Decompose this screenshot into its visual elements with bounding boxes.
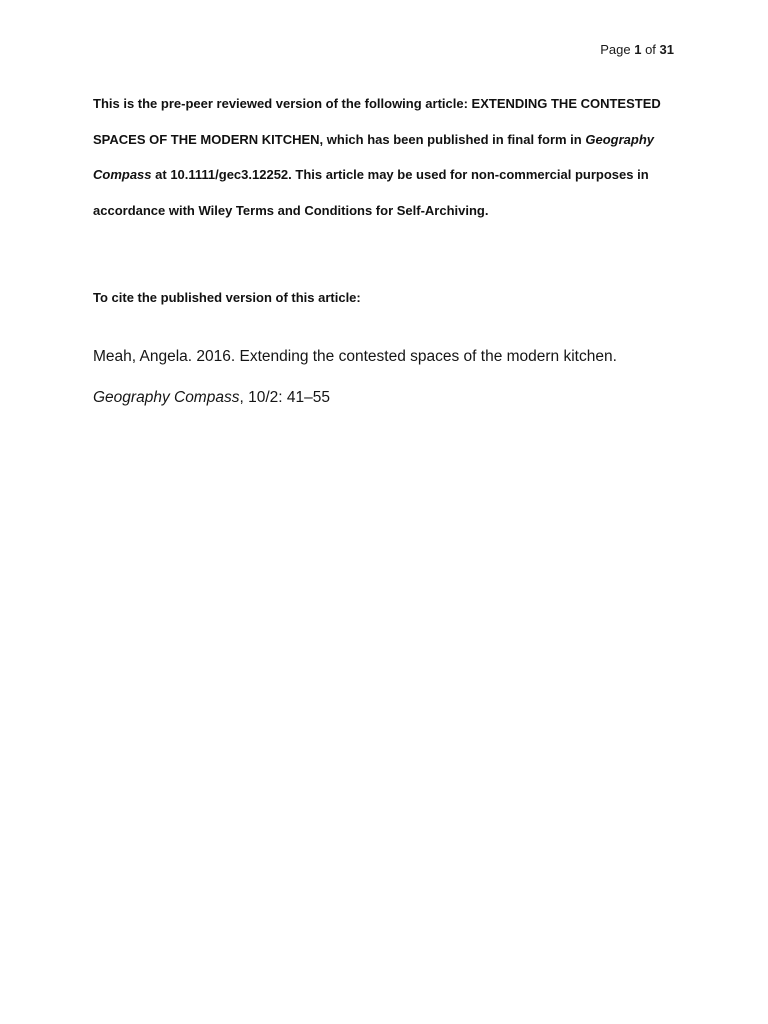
citation-line-2 — [93, 377, 693, 418]
page-of: of — [645, 42, 656, 57]
page-number — [600, 42, 674, 57]
citation-details: , 10/2: 41–55 — [239, 389, 330, 406]
notice-journal-name: Geography Compass — [93, 131, 654, 182]
notice-text-start: This is the pre-peer reviewed version of the following article: EXTENDING THE CONTESTED SPACES OF THE MODERN KITCHEN, which has been published in final form in — [93, 96, 661, 147]
preprint-notice — [93, 86, 683, 228]
notice-text-end: at 10.1111/gec3.12252. This article may be used for non-commercial purposes in accordance with Wiley Terms and Conditions for Self-Archiving. — [93, 167, 649, 218]
page-current: 1 — [634, 42, 642, 57]
citation-line-1: Meah, Angela. 2016. Extending the contested spaces of the modern kitchen. — [93, 348, 617, 365]
citation — [93, 336, 693, 418]
page-prefix: Page — [600, 42, 631, 57]
citation-journal: Geography Compass — [93, 389, 240, 406]
page-total: 31 — [659, 42, 674, 57]
cite-heading: To cite the published version of this article: — [93, 290, 361, 305]
